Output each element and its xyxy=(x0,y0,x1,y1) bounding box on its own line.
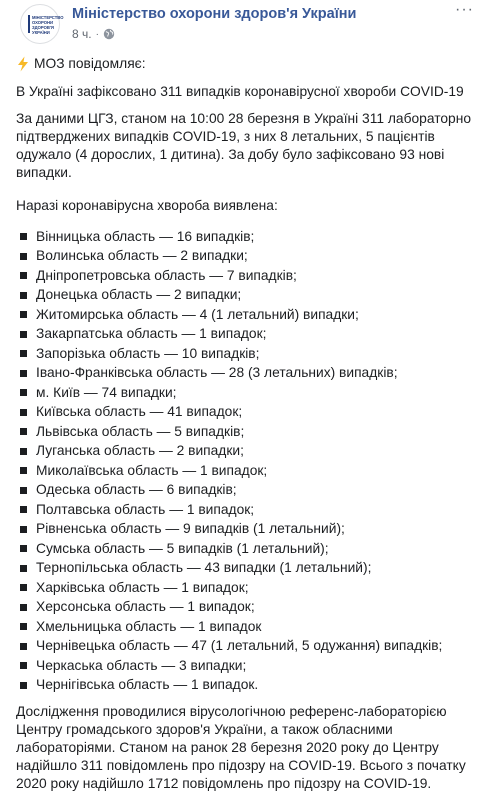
list-item xyxy=(16,247,488,267)
bullet-icon xyxy=(20,448,27,455)
region-text: Луганська область — 2 випадки; xyxy=(36,443,244,459)
avatar-line-2: ОХОРОНИ xyxy=(32,20,54,25)
region-text: Закарпатська область — 1 випадок; xyxy=(36,326,267,342)
bullet-icon xyxy=(20,565,27,572)
list-item xyxy=(16,227,488,247)
list-item xyxy=(16,500,488,520)
region-text: Чернігівська область — 1 випадок. xyxy=(36,677,259,693)
region-text: Черкаська область — 3 випадки; xyxy=(36,657,247,673)
region-text: Житомирська область — 4 (1 летальний) випадки; xyxy=(36,306,359,322)
lightning-emoji-icon xyxy=(16,56,30,72)
list-item xyxy=(16,266,488,286)
region-text: Харківська область — 1 випадок; xyxy=(36,579,249,595)
list-item xyxy=(16,325,488,345)
region-text: Волинська область — 2 випадки; xyxy=(36,248,248,264)
post-intro xyxy=(16,54,488,74)
list-item xyxy=(16,539,488,559)
list-item xyxy=(16,617,488,637)
region-text: Полтавська область — 1 випадок; xyxy=(36,501,255,517)
list-item xyxy=(16,461,488,481)
region-text: Сумська область — 5 випадків (1 летальний); xyxy=(36,540,329,556)
bullet-icon xyxy=(20,253,27,260)
bullet-icon xyxy=(20,662,27,669)
bullet-icon xyxy=(20,584,27,591)
post-content xyxy=(16,54,488,793)
more-options-icon[interactable]: ··· xyxy=(455,1,474,18)
region-text: Львівська область — 5 випадків; xyxy=(36,423,245,439)
region-text: Донецька область — 2 випадки; xyxy=(36,287,242,303)
bullet-icon xyxy=(20,643,27,650)
list-item xyxy=(16,305,488,325)
list-item xyxy=(16,578,488,598)
regions-list xyxy=(16,227,488,695)
region-text: Івано-Франківська область — 28 (3 летальних) випадків; xyxy=(36,365,398,381)
ministry-logo-icon xyxy=(21,5,64,43)
bullet-icon xyxy=(20,233,27,240)
list-item xyxy=(16,344,488,364)
bullet-icon xyxy=(20,682,27,689)
bullet-icon xyxy=(20,389,27,396)
page-avatar[interactable] xyxy=(20,4,64,44)
bullet-icon xyxy=(20,428,27,435)
bullet-icon xyxy=(20,370,27,377)
post-paragraph-2: За даними ЦГЗ, станом на 10:00 28 березня в Україні 311 лабораторно підтверджених випадків COVID-19, з них 8 летальних, 5 пацієнтів одужало (4 дорослих, 1 дитина). За добу було зафіксовано 93 нові випадки. xyxy=(16,111,472,180)
bullet-icon xyxy=(20,623,27,630)
avatar-line-4: УКРАЇНИ xyxy=(32,30,50,35)
list-item xyxy=(16,676,488,696)
list-item xyxy=(16,559,488,579)
region-text: Херсонська область — 1 випадок; xyxy=(36,599,255,615)
region-text: Чернівецька область — 47 (1 летальний, 5 одужання) випадків; xyxy=(36,638,443,654)
region-text: Рівненська область — 9 випадків (1 летальний); xyxy=(36,521,345,537)
bullet-icon xyxy=(20,311,27,318)
bullet-icon xyxy=(20,545,27,552)
post-header xyxy=(12,0,488,50)
region-text: Одеська область — 6 випадків; xyxy=(36,482,237,498)
region-text: Запорізька область — 10 випадків; xyxy=(36,345,260,361)
post-paragraph-3: Наразі коронавірусна хвороба виявлена: xyxy=(16,198,278,213)
bullet-icon xyxy=(20,506,27,513)
post-paragraph-1: В Україні зафіксовано 311 випадків коронавірусної хвороби COVID-19 xyxy=(16,84,464,99)
region-text: Хмельницька область — 1 випадок xyxy=(36,618,262,634)
region-text: Київська область — 41 випадок; xyxy=(36,404,243,420)
list-item xyxy=(16,364,488,384)
post-paragraph-4: Дослідження проводилися вірусологічною референс-лабораторією Центру громадського здоров'я України, а також обласними лабораторіями. Станом на ранок 28 березня 2020 року до Центру надійшло 311 повідомлень про підозру на COVID-19. Всього з початку 2020 року надійшло 1712 повідомлень про підозру на COVID-19. xyxy=(16,704,466,791)
region-text: Миколаївська область — 1 випадок; xyxy=(36,462,268,478)
post-timestamp[interactable]: 8 ч. xyxy=(72,27,92,41)
list-item xyxy=(16,481,488,501)
region-text: Вінницька область — 16 випадків; xyxy=(36,228,255,244)
page-name-link[interactable]: Міністерство охорони здоров'я України xyxy=(72,6,357,22)
globe-icon[interactable] xyxy=(103,28,115,40)
region-text: Дніпропетровська область — 7 випадків; xyxy=(36,267,297,283)
bullet-icon xyxy=(20,467,27,474)
list-item xyxy=(16,520,488,540)
list-item xyxy=(16,442,488,462)
avatar-line-1: МІНІСТЕРСТВО xyxy=(32,15,64,20)
intro-text: МОЗ повідомляє: xyxy=(34,56,146,71)
region-text: Тернопільська область — 43 випадки (1 летальний); xyxy=(36,560,372,576)
region-text: м. Київ — 74 випадки; xyxy=(36,384,177,400)
bullet-icon xyxy=(20,604,27,611)
bullet-icon xyxy=(20,487,27,494)
post-meta xyxy=(72,27,115,41)
list-item xyxy=(16,403,488,423)
bullet-icon xyxy=(20,526,27,533)
list-item xyxy=(16,383,488,403)
list-item xyxy=(16,286,488,306)
bullet-icon xyxy=(20,272,27,279)
bullet-icon xyxy=(20,292,27,299)
bullet-icon xyxy=(20,409,27,416)
avatar-line-3: ЗДОРОВ'Я xyxy=(32,25,54,30)
list-item xyxy=(16,656,488,676)
list-item xyxy=(16,422,488,442)
bullet-icon xyxy=(20,350,27,357)
bullet-icon xyxy=(20,331,27,338)
list-item xyxy=(16,637,488,657)
meta-separator: · xyxy=(95,28,99,40)
list-item xyxy=(16,598,488,618)
